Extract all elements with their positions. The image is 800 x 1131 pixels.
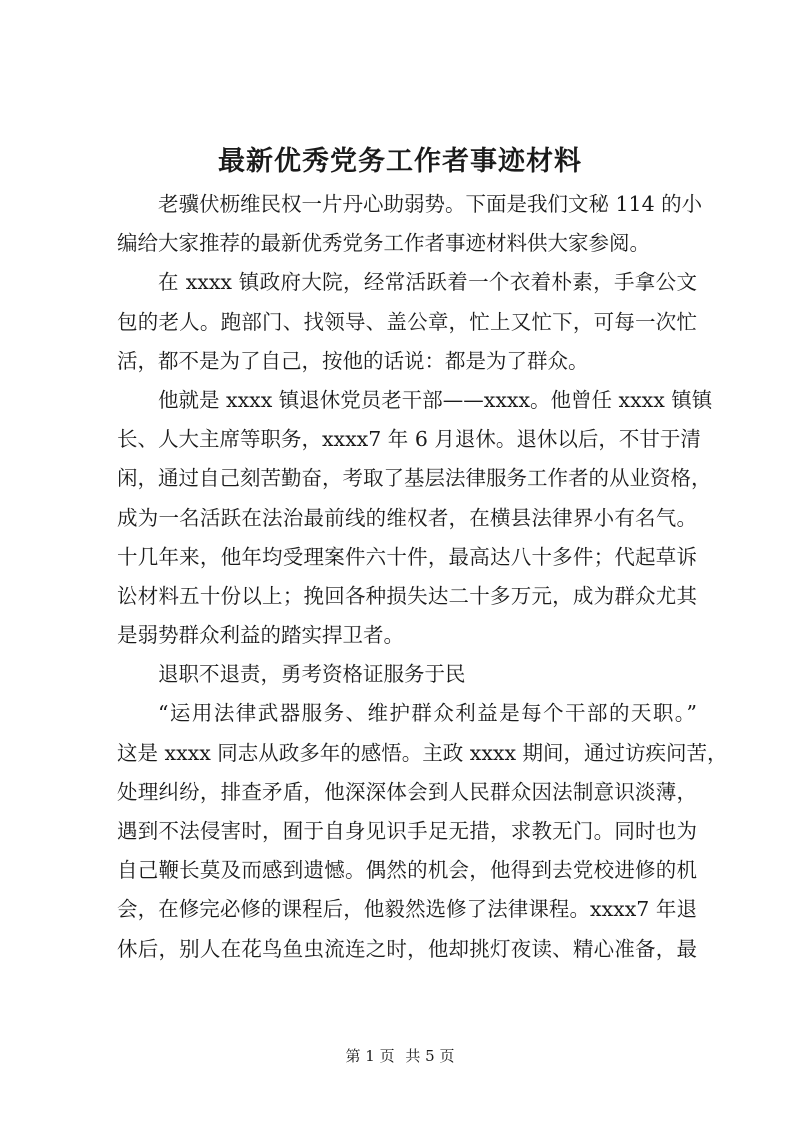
body-line: 遇到不法侵害时，囿于自身见识手足无措，求教无门。同时也为 [117, 819, 697, 843]
document-title: 最新优秀党务工作者事迹材料 [218, 146, 582, 177]
body-line: 在 xxxx 镇政府大院，经常活跃着一个衣着朴素，手拿公文 [158, 270, 697, 295]
body-line: 自己鞭长莫及而感到遗憾。偶然的机会，他得到去党校进修的机 [117, 858, 697, 883]
body-line: 成为一名活跃在法治最前线的维权者，在横县法律界小有名气。 [117, 505, 697, 530]
body-line: 是弱势群众利益的踏实捍卫者。 [117, 623, 404, 648]
body-line: 他就是 xxxx 镇退休党员老干部——xxxx。他曾任 xxxx 镇镇 [158, 387, 713, 412]
body-line: 处理纠纷，排查矛盾，他深深体会到人民群众因法制意识淡薄， [117, 779, 697, 804]
body-line: 活，都不是为了自己，按他的话说：都是为了群众。 [117, 348, 589, 373]
body-line: 十几年来，他年均受理案件六十件，最高达八十多件；代起草诉 [117, 544, 697, 569]
body-line: 休后，别人在花鸟鱼虫流连之时，他却挑灯夜读、精心准备，最 [117, 936, 697, 961]
body-line: “运用法律武器服务、维护群众利益是每个干部的天职。” [158, 701, 697, 726]
body-line: 编给大家推荐的最新优秀党务工作者事迹材料供大家参阅。 [117, 231, 650, 256]
body-line: 闲，通过自己刻苦勤奋，考取了基层法律服务工作者的从业资格， [117, 466, 712, 491]
page-number: 第 1 页 [345, 1047, 395, 1065]
body-line: 讼材料五十份以上；挽回各种损失达二十多万元，成为群众尤其 [117, 583, 697, 608]
page-total: 共 5 页 [405, 1047, 455, 1065]
body-line: 老骥伏枥维民权一片丹心助弱势。下面是我们文秘 114 的小 [158, 192, 703, 216]
section-heading: 退职不退责，勇考资格证服务于民 [158, 662, 466, 687]
body-line: 长、人大主席等职务，xxxx7 年 6 月退休。退休以后，不甘于清 [117, 427, 701, 452]
body-line: 会，在修完必修的课程后，他毅然选修了法律课程。xxxx7 年退 [117, 897, 697, 922]
document-body [117, 185, 728, 969]
body-line: 包的老人。跑部门、找领导、盖公章，忙上又忙下，可每一次忙 [117, 309, 697, 334]
page-footer [0, 1046, 800, 1066]
body-line: 这是 xxxx 同志从政多年的感悟。主政 xxxx 期间，通过访疾问苦， [117, 740, 728, 765]
